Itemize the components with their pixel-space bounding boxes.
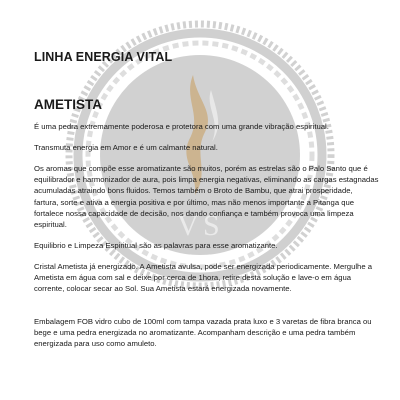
paragraph-transmutation: Transmuta energia em Amor e é um calmante natural. [34,143,218,152]
paragraph-balance: Equilibrio e Limpeza Espiritual são as palavras para esse aromatizante. [34,241,278,250]
paragraph-packaging: Embalagem FOB vidro cubo de 100ml com tampa vazada prata luxo e 3 varetas de fibra branca ou bege e uma pedra energizada no aromatizante. Acompanham descrição e uma pedra também energizada para uso como amuleto. [34,317,372,349]
paragraph-energizing: Cristal Ametista já energizado. A Ametista avulsa, pode ser energizada periodicamente. Mergulhe a Ametista em água com sal e deixe por cerca de 1hora, retire desta solução e lave-o em água corrente, colocar secar ao Sol. Sua Ametista estará energizada novamente. [34,262,373,294]
line-title: LINHA ENERGIA VITAL [34,50,173,64]
svg-text:V: V [177,209,199,242]
paragraph-description: É uma pedra extremamente poderosa e protetora com uma grande vibração espiritual. [34,122,329,131]
svg-text:S: S [203,209,220,242]
product-title: AMETISTA [34,97,102,112]
paragraph-aromas: Os aromas que compõe esse aromatizante são muitos, porém as estrelas são o Palo Santo que é equilibrador e harmonizador de aura, pois limpa energia negativas, eliminando as cargas estagnadas acumuladas atraindo bons fluidos. Temos também o Broto de Bambu, que atrai prosperidade, fartura, sorte e ativa a energia positiva e por último, mas não menos importante a Pitanga que fortalece nossa capacidade de decisão, nos dando confiança e também provoca uma limpeza espiritual. [34,164,379,230]
